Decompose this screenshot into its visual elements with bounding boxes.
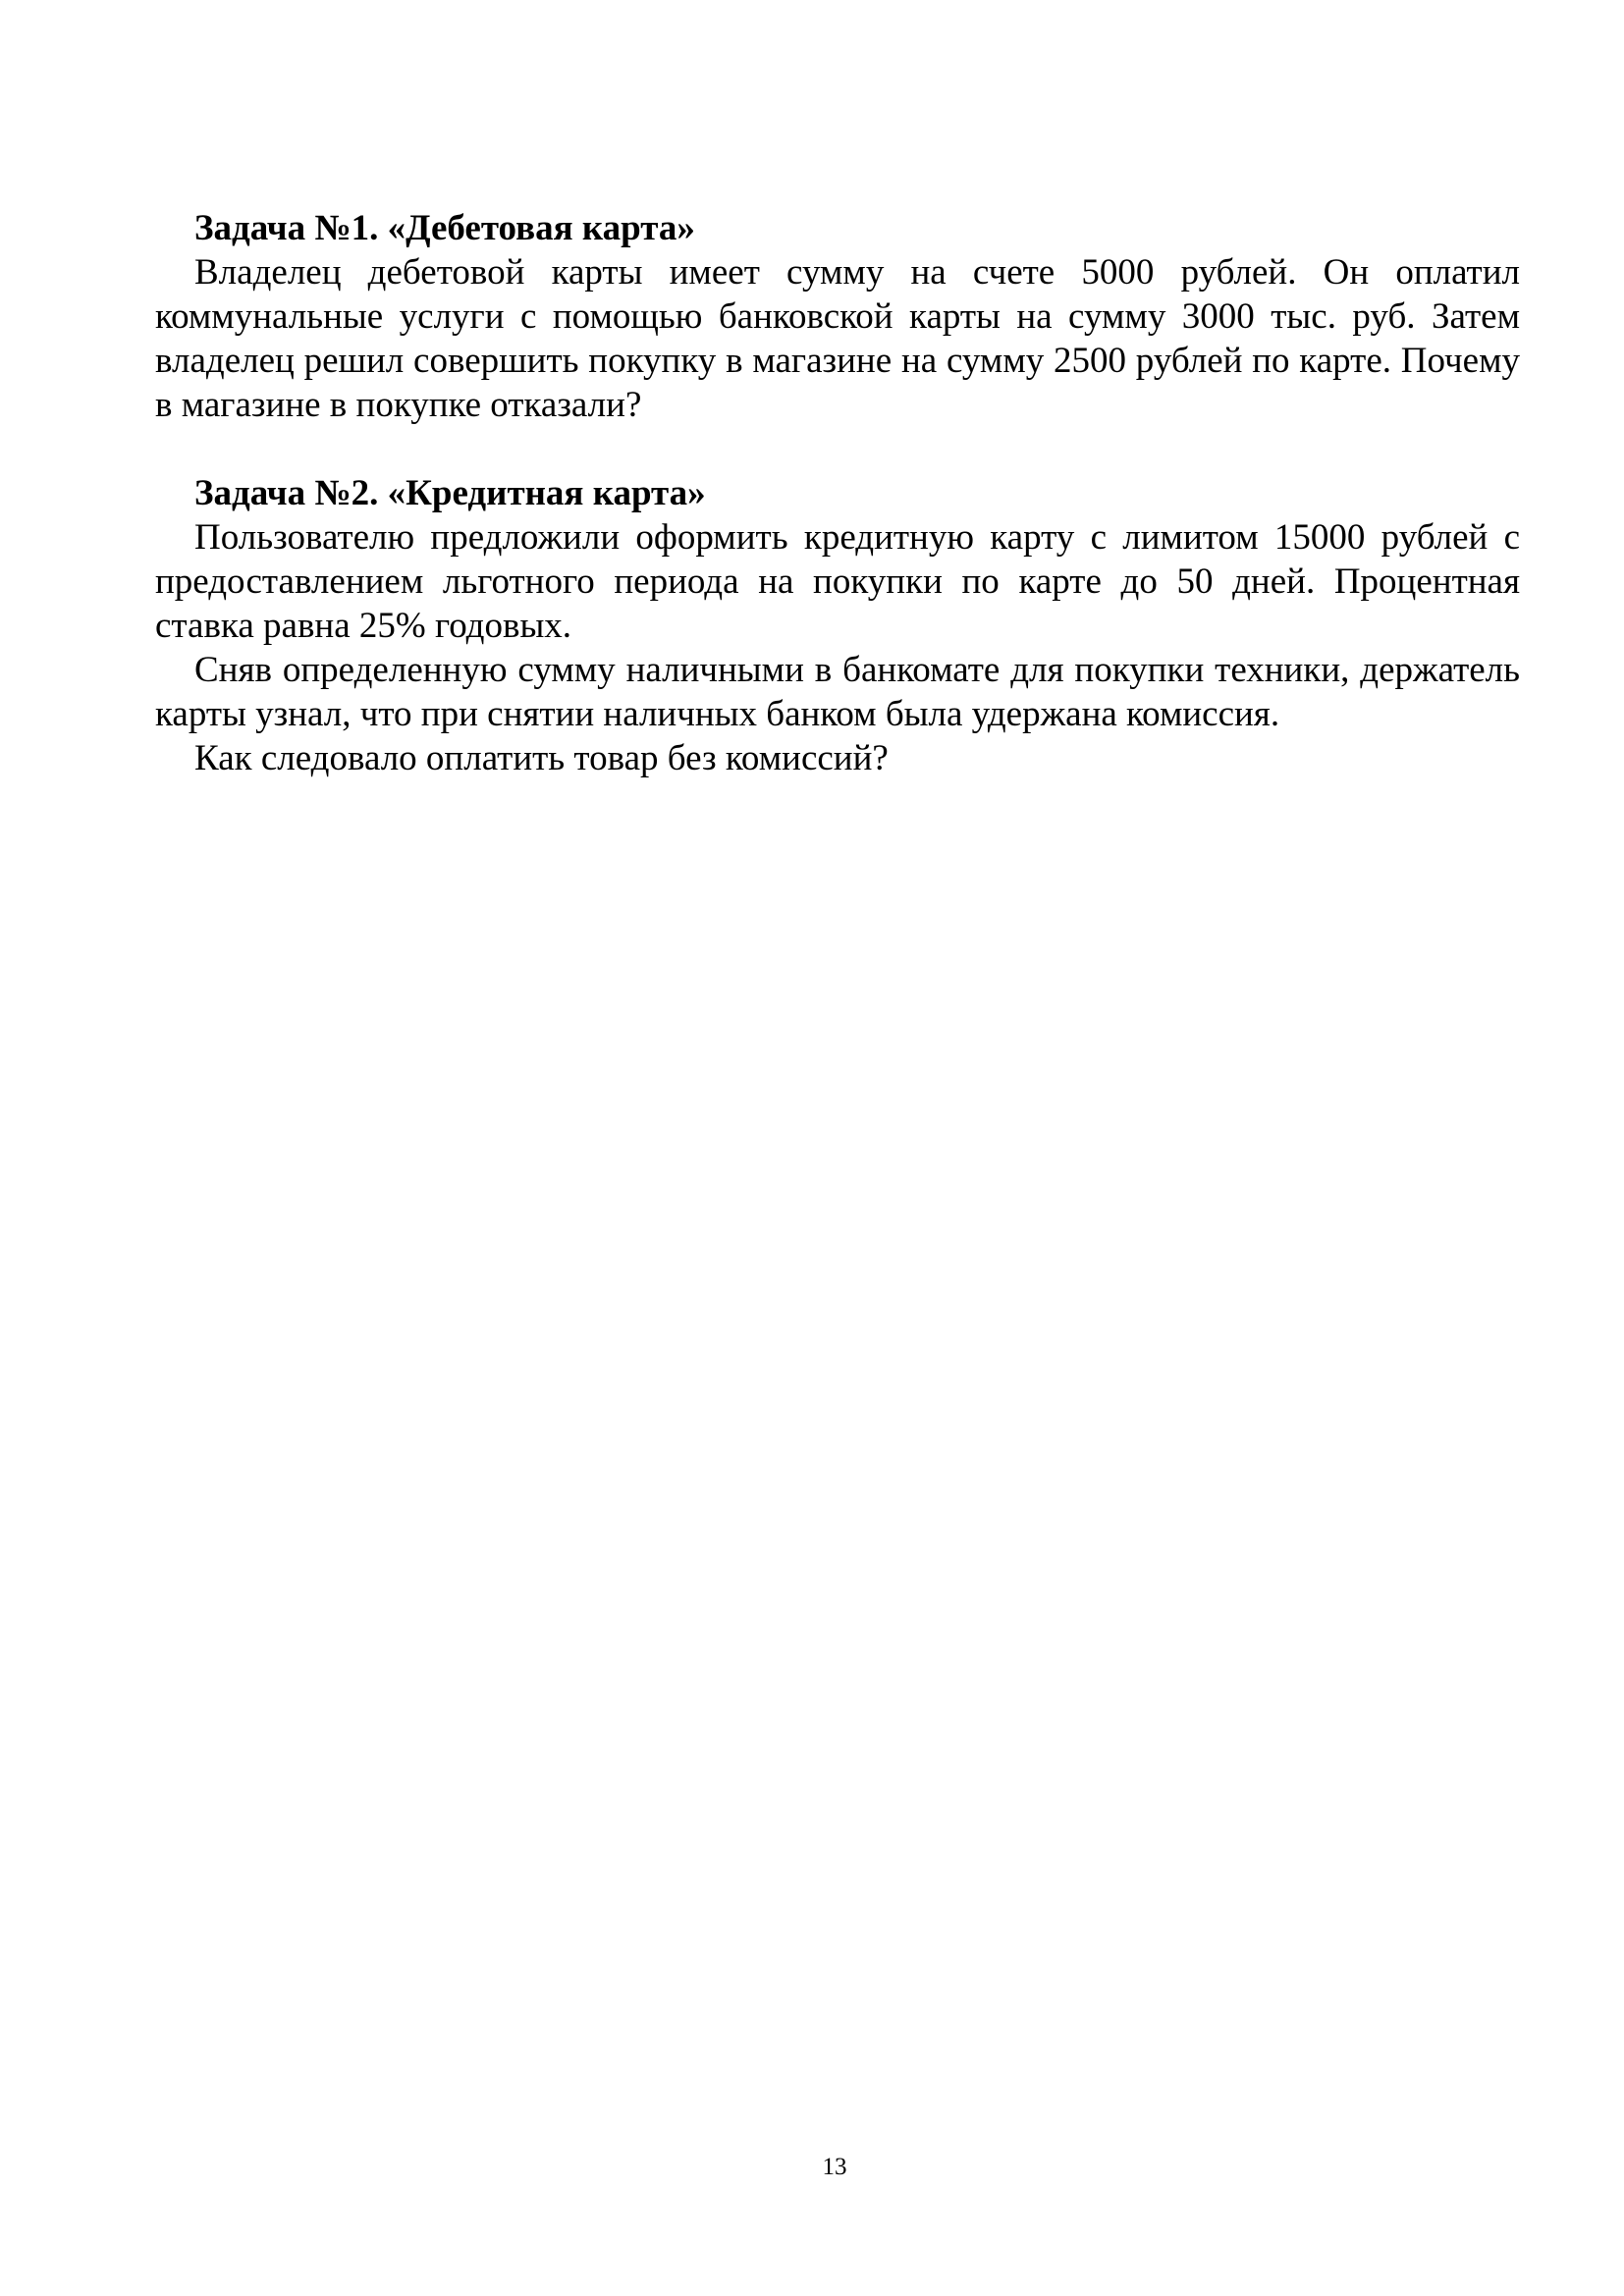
task-1-title: Задача №1. «Дебетовая карта» (194, 208, 695, 248)
task-2 (155, 471, 1520, 780)
task-1 (155, 206, 1520, 427)
task-1-paragraph: Владелец дебетовой карты имеет сумму на счете 5000 рублей. Он оплатил коммунальные услуги с помощью банковской карты на сумму 3000 тыс. руб. Затем владелец решил совершить покупку в магазине на сумму 2500 рублей по карте. Почему в магазине в покупке отказали? (155, 252, 1520, 425)
section-spacer (155, 427, 1520, 471)
task-2-question: Как следовало оплатить товар без комиссий? (194, 738, 889, 778)
task-2-paragraph: Сняв определенную сумму наличными в банкомате для покупки техники, держатель карты узнал, что при снятии наличных банком была удержана комиссия. (155, 650, 1520, 734)
page-number: 13 (822, 2154, 847, 2180)
task-2-paragraph: Пользователю предложили оформить кредитную карту с лимитом 15000 рублей с предоставлением льготного периода на покупки по карте до 50 дней. Процентная ставка равна 25% годовых. (155, 517, 1520, 646)
page-content (155, 206, 1520, 780)
task-2-title: Задача №2. «Кредитная карта» (194, 473, 706, 513)
